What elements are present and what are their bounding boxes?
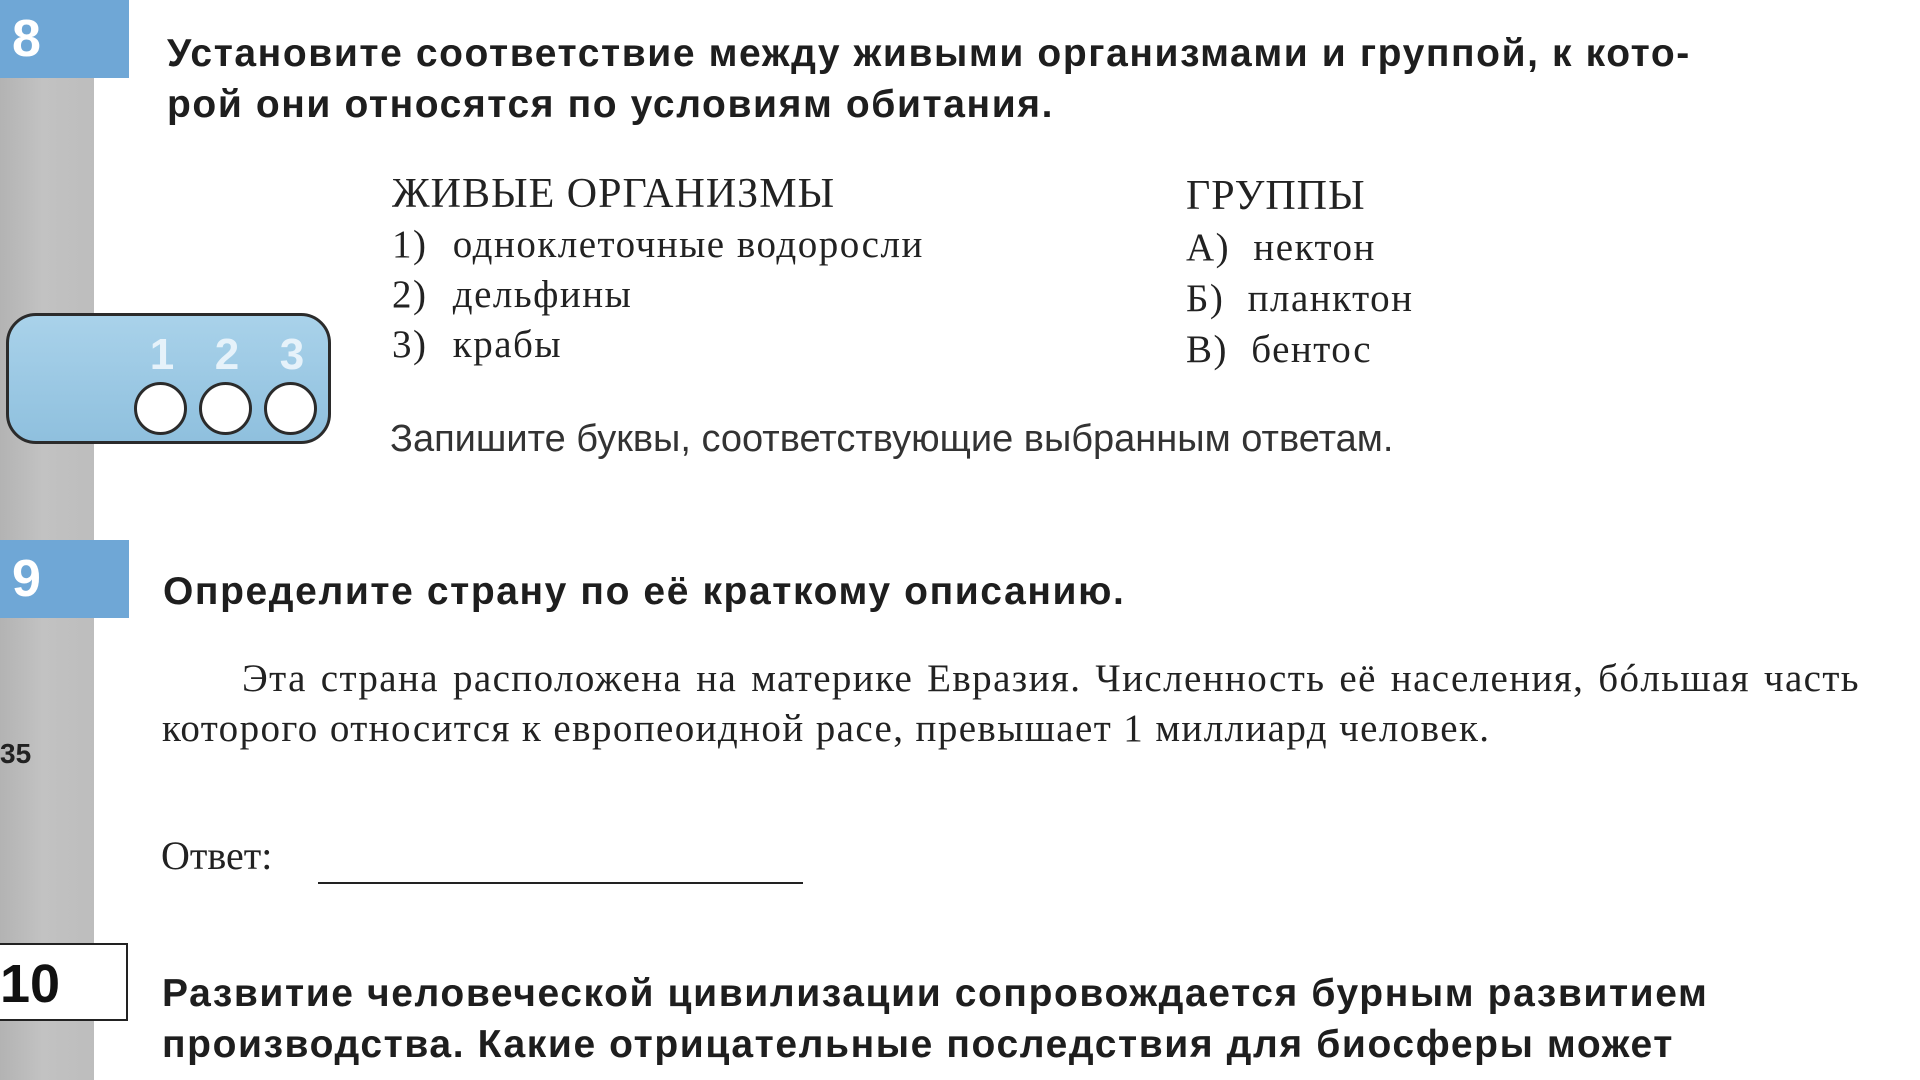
group-text: планктон: [1247, 277, 1414, 320]
answer-cell-1[interactable]: [134, 382, 187, 435]
answer-cell-2[interactable]: [199, 382, 252, 435]
group-marker: В): [1186, 328, 1228, 371]
answer-cell-label-1: 1: [149, 330, 175, 379]
task-10-number: 10: [0, 943, 128, 1021]
organism-text: дельфины: [452, 273, 633, 316]
task-9-number: 9: [0, 540, 129, 618]
organism-marker: 1): [392, 223, 428, 266]
task-8-prompt-line-1: Установите соответствие между живыми организмами и группой, к кото-: [167, 32, 1691, 75]
task-9-answer-line[interactable]: [318, 882, 803, 884]
organisms-header: ЖИВЫЕ ОРГАНИЗМЫ: [392, 171, 836, 217]
group-marker: А): [1186, 226, 1231, 269]
organism-item-2: [392, 272, 632, 317]
task-10-prompt-line-2: производства. Какие отрицательные последствия для биосферы может: [162, 1023, 1674, 1066]
task-8-prompt-line-2: рой они относятся по условиям обитания.: [167, 83, 1055, 126]
task-8-number: 8: [0, 0, 129, 78]
task-9-answer-label: Ответ:: [161, 833, 273, 878]
answer-grid: [6, 313, 331, 444]
answer-cell-label-2: 2: [214, 330, 240, 379]
group-item-a: [1186, 225, 1376, 270]
task-9-prompt: Определите страну по её краткому описанию.: [163, 570, 1126, 613]
organism-text: крабы: [452, 323, 563, 366]
organism-marker: 2): [392, 273, 428, 316]
task-9-description: Эта страна расположена на материке Евразия. Численность её населения, бóльшая часть которого относится к европеоидной расе, превышает 1 миллиард человек.: [162, 657, 1860, 750]
task-10-prompt-line-1: Развитие человеческой цивилизации сопровождается бурным развитием: [162, 972, 1709, 1015]
page-number: 35: [0, 738, 32, 769]
group-item-b: [1186, 276, 1414, 321]
organism-item-3: [392, 322, 562, 367]
organism-item-1: [392, 222, 924, 267]
group-marker: Б): [1186, 277, 1225, 320]
answer-cell-3[interactable]: [264, 382, 317, 435]
organism-marker: 3): [392, 323, 428, 366]
organism-text: одноклеточные водоросли: [452, 223, 924, 266]
answer-cell-label-3: 3: [279, 330, 305, 379]
group-text: бентос: [1251, 328, 1373, 371]
group-item-v: [1186, 327, 1372, 372]
task-8-instruction: Запишите буквы, соответствующие выбранным ответам.: [390, 418, 1394, 460]
group-text: нектон: [1253, 226, 1376, 269]
groups-header: ГРУППЫ: [1186, 173, 1366, 219]
